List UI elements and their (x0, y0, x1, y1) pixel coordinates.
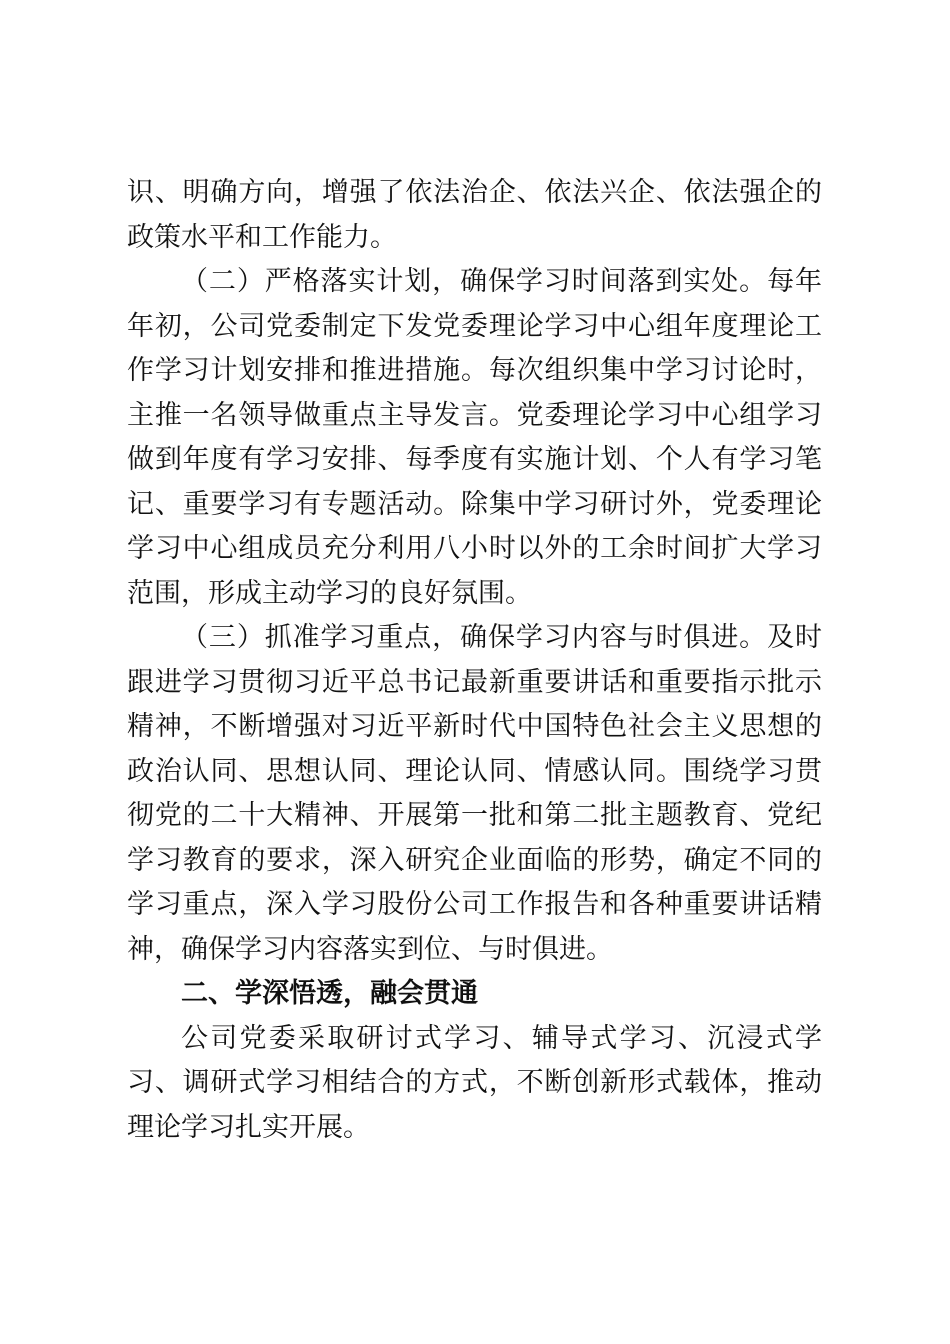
paragraph-study-methods: 公司党委采取研讨式学习、辅导式学习、沉浸式学习、调研式学习相结合的方式，不断创新形式载体，推动理论学习扎实开展。 (127, 1022, 822, 1143)
paragraph-plan-implementation: （二）严格落实计划，确保学习时间落到实处。每年年初，公司党委制定下发党委理论学习中心组年度理论工作学习计划安排和推进措施。每次组织集中学习讨论时，主推一名领导做重点主导发言。党委理论学习中心组学习做到年度有学习安排、每季度有实施计划、个人有学习笔记、重要学习有专题活动。除集中学习研讨外，党委理论学习中心组成员充分利用八小时以外的工余时间扩大学习范围，形成主动学习的良好氛围。 (127, 266, 822, 609)
paragraph-study-focus: （三）抓准学习重点，确保学习内容与时俱进。及时跟进学习贯彻习近平总书记最新重要讲话和重要指示批示精神，不断增强对习近平新时代中国特色社会主义思想的政治认同、思想认同、理论认同、情感认同。围绕学习贯彻党的二十大精神、开展第一批和第二批主题教育、党纪学习教育的要求，深入研究企业面临的形势，确定不同的学习重点，深入学习股份公司工作报告和各种重要讲话精神，确保学习内容落实到位、与时俱进。 (127, 622, 822, 965)
paragraph-continuation: 识、明确方向，增强了依法治企、依法兴企、依法强企的政策水平和工作能力。 (127, 177, 822, 253)
document-body (127, 171, 822, 1150)
section-heading: 二、学深悟透，融会贯通 (181, 978, 478, 1009)
